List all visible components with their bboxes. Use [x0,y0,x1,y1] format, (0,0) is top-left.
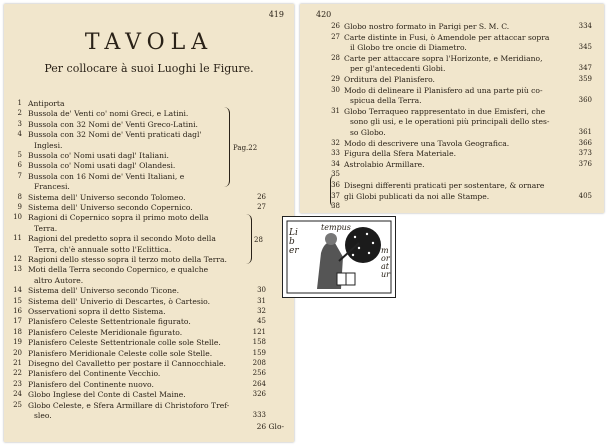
brace-page: Pag.22 [233,144,258,152]
motto-top: tempus [321,223,351,232]
item-number: 29 [331,75,340,83]
item-title: Carte distinte in Fusi, ò Amendole per attaccar sopra [344,32,550,42]
item-page: 359 [578,75,592,83]
right-page [300,4,604,213]
item-number: 1 [17,99,22,107]
item-title: Antiporta [28,99,65,108]
item-number: 38 [331,202,340,211]
item-page: 30 [257,286,266,295]
item-title: sleo. [34,411,52,420]
item-title: Modo di descrivere una Tavola Geografica. [344,138,510,148]
item-number: 12 [13,255,22,263]
motto-right: moratur [381,246,390,279]
item-page: 27 [257,203,266,211]
item-title: Planisfero Meridionale Celeste colle sole Stelle. [28,348,213,358]
item-title: Sistema dell' Universo secondo Ticone. [28,286,180,296]
item-page: 360 [578,96,592,105]
item-title: Bussola co' Nomi usati dagl' Olandesi. [28,161,176,171]
item-title: Ragioni di Copernico sopra il primo moto della [28,213,209,223]
item-page: 208 [252,359,266,367]
item-title: Sistema dell' Univerio di Descartes, ò Cartesio. [28,296,211,306]
item-page: 121 [252,327,266,336]
item-number: 9 [17,203,22,211]
item-page: 256 [252,369,266,378]
page-title: TAVOLA [84,30,214,55]
printer-mark [282,216,396,298]
item-number: 32 [331,138,340,147]
item-page: 264 [252,379,266,388]
item-page: 347 [578,64,592,73]
item-page: 361 [578,128,592,136]
item-title: Planisfero Celeste Meridionale figurato. [28,327,183,337]
brace [246,214,252,264]
item-title: Disegni differenti praticati per sostentare, & ornare [344,181,545,190]
item-page: 45 [257,317,266,326]
brace [330,175,335,207]
item-title: Sistema dell' Universo secondo Copernico. [28,203,193,212]
brace [224,107,230,187]
item-title: Terra, ch'è annuale sotto l'Eclittica. [34,244,172,254]
item-number: 34 [331,159,340,168]
item-title: Bussola con 32 Nomi de' Venti praticati dagl' [28,130,202,140]
item-title: Carte per attaccare sopra l'Horizonte, e Meridiano, [344,53,543,63]
item-number: 4 [17,130,22,139]
item-number: 18 [13,327,22,336]
item-page: 366 [578,138,592,147]
item-title: Planisfero del Continente Vecchio. [28,369,161,379]
item-page: 159 [252,348,266,357]
item-number: 20 [13,348,22,357]
item-number: 25 [13,400,22,409]
item-title: gli Globi publicati da noi alle Stampe. [344,191,490,201]
item-title: Moti della Terra secondo Copernico, e qualche [28,265,209,275]
item-page: 405 [578,191,592,200]
item-title: Globo Celeste, e Sfera Armillare di Christoforo Tref- [28,400,230,410]
item-title: Bussola co' Nomi usati dagl' Italiani. [28,151,169,160]
item-number: 24 [13,390,22,399]
item-title: Disegno del Cavalletto per postare il Cannocchiale. [28,359,226,368]
item-number: 15 [13,296,22,305]
item-number: 10 [13,213,22,222]
item-page: 345 [578,43,592,52]
item-page: 326 [252,390,266,399]
item-number: 35 [331,170,340,179]
item-title: Modo di delineare il Planisfero ad una parte più co- [344,85,543,95]
item-title: Globo Inglese del Conte di Castel Maine. [28,390,186,400]
item-number: 11 [13,234,22,243]
item-title: Bussola con 32 Nomi de' Venti Greco-Latini. [28,119,198,129]
item-title: Astrolabio Armillare. [344,159,425,169]
item-number: 28 [331,53,340,62]
item-number: 26 [331,22,340,30]
item-title: Ragioni del predetto sopra il secondo Moto della [28,234,216,244]
item-title: Globo nostro formato in Parigi per S. M. C. [344,22,510,31]
item-title: Planisfero Celeste Settentrionale figurato. [28,317,191,327]
item-number: 13 [13,265,22,274]
item-number: 30 [331,85,340,94]
item-number: 16 [13,307,22,315]
catchword: 26 Glo- [256,422,284,431]
item-number: 36 [331,181,340,189]
item-number: 21 [13,359,22,367]
motto-left: Liber [289,228,299,256]
item-page: 334 [578,22,592,30]
item-title: sono gli usi, e le operationi più principali dello stes- [350,117,550,127]
item-page: 26 [257,192,266,201]
item-title: Bussola de' Venti co' nomi Greci, e Latini. [28,109,189,119]
item-title: altro Autore. [34,275,84,285]
page-number: 419 [268,10,284,19]
item-title: Osservationi sopra il detto Sistema. [28,307,166,316]
item-title: il Globo tre oncie di Diametro. [350,43,467,53]
item-title: Inglesi. [34,140,63,150]
item-number: 22 [13,369,22,378]
item-number: 23 [13,379,22,388]
item-number: 2 [17,109,22,118]
left-page [4,4,294,442]
item-title: Terra. [34,223,58,233]
item-title: Orditura del Planisfero. [344,75,435,84]
page-subtitle: Per collocare à suoi Luoghi le Figure. [44,62,254,75]
item-page: 32 [257,307,266,315]
item-number: 33 [331,149,340,158]
item-number: 27 [331,32,340,41]
item-title: Ragioni dello stesso sopra il terzo moto della Terra. [28,255,227,264]
item-title: Sistema dell' Universo secondo Tolomeo. [28,192,186,202]
item-title: spicua della Terra. [350,96,422,106]
item-number: 8 [17,192,22,201]
item-page: 158 [252,338,266,347]
item-title: Bussola con 16 Nomi de' Venti Italiani, e [28,171,185,181]
item-title: Planisfero Celeste Settentrionale colle sole Stelle. [28,338,221,348]
item-title: Figura della Sfera Materiale. [344,149,457,159]
item-number: 19 [13,338,22,347]
item-title: Planisfero del Continente nuovo. [28,379,154,389]
item-number: 14 [13,286,22,295]
item-page: 31 [257,296,266,305]
item-number: 17 [13,317,22,326]
item-page: 373 [578,149,592,158]
item-number: 3 [17,119,22,128]
page-number: 420 [316,10,332,19]
item-page: 376 [578,159,592,168]
item-title: per gl'antecedenti Globi. [350,64,446,74]
item-title: Francesi. [34,182,70,192]
item-title: so Globo. [350,128,386,137]
item-number: 7 [17,171,22,180]
item-number: 37 [331,191,340,200]
item-title: Globo Terraqueo rappresentato in due Emisferi, che [344,106,546,116]
item-number: 6 [17,161,22,170]
item-page: 333 [252,411,266,419]
item-number: 31 [331,106,340,115]
item-number: 5 [17,151,22,159]
brace-page: 28 [254,236,263,244]
